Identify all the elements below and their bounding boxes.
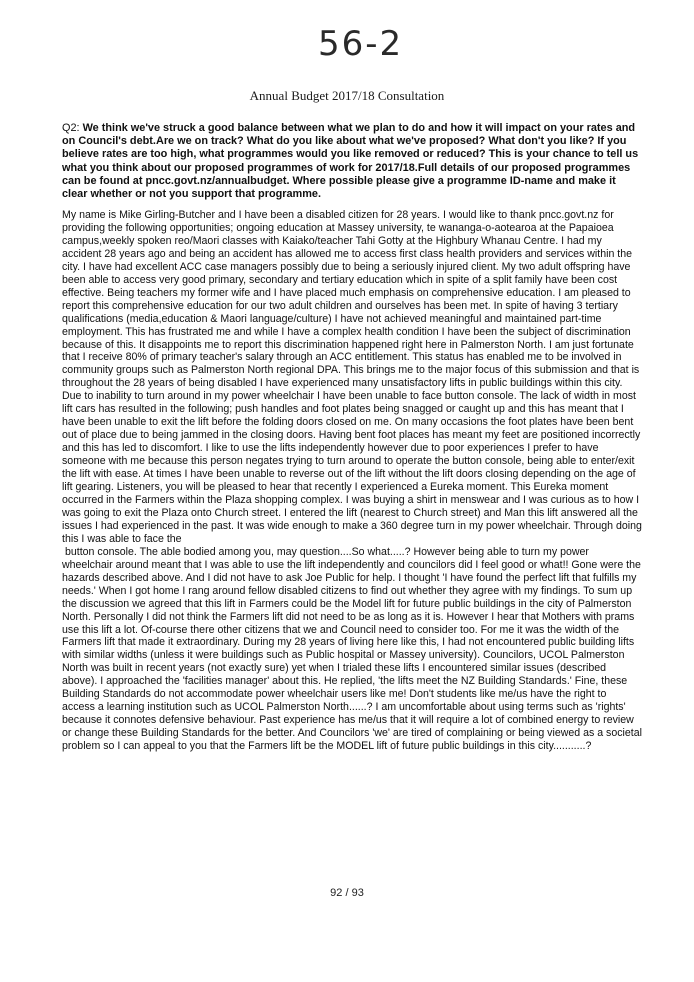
page-number: 92 / 93 — [330, 887, 364, 899]
document-title: Annual Budget 2017/18 Consultation — [249, 88, 445, 103]
question-number: Q2: — [62, 122, 80, 134]
question-text: We think we've struck a good balance between what we plan to do and how it will impact on your rates and on Council's debt.Are we on track? What do you like about what we've proposed? What don't you like? If you believe rates are too high, what programmes would you like removed or reduced? This is your chance to tell us what you think about our proposed programmes of work for 2017/18.Full details of our proposed programmes can be found at pncc.govt.nz/annualbudget. Where possible please give a programme ID-name and make it clear whether or not you support that programme. — [62, 122, 639, 201]
handwritten-reference-number: 56-2 — [318, 24, 404, 64]
response-paragraph-2: button console. The able bodied among you, may question....So what.....? However being able to turn my power wheelchair around meant that I was able to use the lift independently and councilors did I feel good or what!! Gone were the hazards described above. And I did not have to ask Joe Public for help. I thought 'I have found the perfect lift that fulfills my needs.' When I got home I rang around fellow disabled citizens to find out whether they agree with my findings. To sum up the discussion we agreed that this lift in Farmers could be the Model lift for future public buildings in the city of Palmerston North. Personally I did not think the Farmers lift did not need to be as long as it is. However I hear that Mothers with prams use this lift a lot. Of-course there other citizens that we and Council need to consider too. For me it was the width of the Farmers lift that made it extraordinary. During my 28 years of living here like this, I had not encountered public building lifts with similar widths (unless it were buildings such as Public hospital or Massey university). Councilors, UCOL Palmerston North was built in recent years (not exactly sure) yet when I trialed these lifts I encountered similar issues (described above). I approached the 'facilities manager' about this. He replied, 'the lifts meet the NZ Building Standards.' Fine, these Building Standards do not accommodate power wheelchair users like me! Don't students like me/us have the right to access a learning institution such as UCOL Palmerston North......? I am uncomfortable about using terms such as 'rights' because it connotes defensive behaviour. Past experience has me/us that it will require a lot of combined energy to review or change these Building Standards for the better. And Councilors 'we' are tired of complaining or being viewed as a societal problem so I can appeal to you that the Farmers lift be the MODEL lift of future public buildings in this city...........? — [62, 545, 642, 753]
response-paragraph-1: My name is Mike Girling-Butcher and I have been a disabled citizen for 28 years. I would like to thank pncc.govt.nz for providing the following opportunities; ongoing education at Massey university, te wananga-o-aotearoa at the Papaioea campus,weekly spoken reo/Maori classes with Kaiako/teacher Tahi Gotty at the Highbury Whanau Centre. I had my accident 28 years ago and being an accident has allowed me to access first class health providers and services within the city. I have had excellent ACC case managers possibly due to being a seriously injured client. My two adult offspring have been able to access very good primary, secondary and tertiary education which in spite of a split family have been cost effective. Being teachers my former wife and I have placed much emphasis on comprehensive education. I am pleased to report this comprehensive education for our two adult children and ourselves has been met. In spite of having 3 tertiary qualifications (media,education & Maori language/culture) I have not achieved meaningful and maintained part-time employment. This has frustrated me and while I have a complex health condition I have been the subject of discrimination because of this. It disappoints me to report this discrimination happened right here in Palmerston North. I am just fortunate that I receive 80% of primary teacher's salary through an ACC entitlement. This status has enabled me to be involved in community groups such as Palmerston North regional DPA. This brings me to the major focus of this submission and that is throughout the 28 years of being disabled I have experienced many unsatisfactory lifts in public buildings within this city. Due to inability to turn around in my power wheelchair I have been unable to face button console. The lack of width in most lift cars has resulted in the following; push handles and foot plates being snagged or caught up and this has meant that I have been unable to exit the lift before the folding doors closed on me. On many occasions the foot plates have been bent out of place due to being jammed in the closing doors. Having bent foot places has meant my feet are positioned incorrectly and this has led to discomfort. I like to use the lifts independently however due to poor experiences I prefer to have someone with me because this person negates trying to turn around to operate the button console, being able to enter/exit the lift with ease. At times I have been unable to reverse out of the lift without the lift doors closing depending on the age of lift gearing. Listeners, you will be pleased to hear that recently I experienced a Eureka moment. This Eureka moment occurred in the Farmers within the Plaza shopping complex. I was buying a shirt in menswear and I was curious as to how I was going to exit the Plaza onto Church street. I entered the lift (nearest to Church street) and Man this lift answered all the issues I had experienced in the past. It was wide enough to make a 360 degree turn in my power wheelchair. Through doing this I was able to face the — [62, 209, 642, 545]
question-block — [62, 122, 642, 201]
submission-response — [62, 209, 642, 753]
